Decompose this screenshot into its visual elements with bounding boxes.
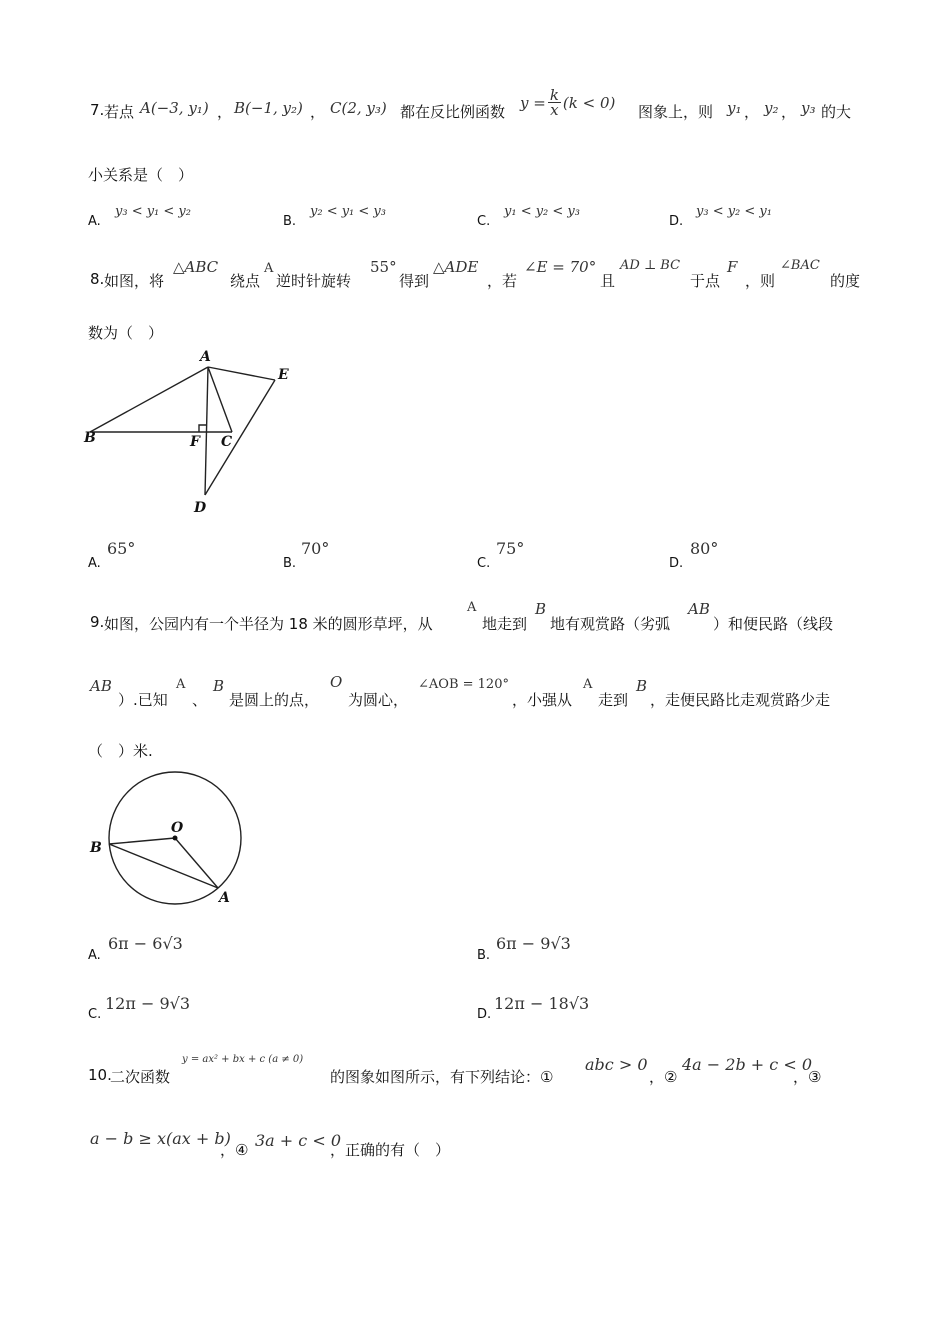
q7-func-cond: (k < 0) xyxy=(562,93,616,112)
q7-text-4: 的大 xyxy=(821,103,852,121)
q8-point-f: F xyxy=(727,258,738,276)
q10-conclusion-3: a − b ≥ x(ax + b) xyxy=(90,1129,231,1148)
q10-text-4: ，③ xyxy=(793,1068,822,1086)
q7-sep-1: ， xyxy=(217,103,233,121)
q8-label-b: B xyxy=(84,430,96,446)
q10-number: 10. xyxy=(88,1066,112,1084)
q8-text-4: 得到 xyxy=(399,272,430,290)
q7-func-lhs: y = xyxy=(520,93,546,112)
q9-text-3: 地有观赏路（劣弧 xyxy=(550,615,671,633)
q7-point-b: B(−1, y₂) xyxy=(234,99,303,117)
q8-text-8: ，则 xyxy=(745,272,776,290)
q10-conclusion-2: 4a − 2b + c < 0 xyxy=(682,1055,813,1074)
q7-function xyxy=(520,88,615,117)
q10-text-3: ，② xyxy=(649,1068,678,1086)
q10-text-5: ，④ xyxy=(220,1141,249,1159)
q9-option-a[interactable]: 6π − 6√3 xyxy=(108,934,183,953)
q10-conclusion-4: 3a + c < 0 xyxy=(255,1131,342,1150)
q7-func-num: k xyxy=(549,86,559,104)
q10-function: y = ax² + bx + c (a ≠ 0) xyxy=(182,1054,304,1065)
q9-arc-ab: AB xyxy=(688,600,710,618)
q7-point-a: A(−3, y₁) xyxy=(140,99,209,117)
q9-center-dot xyxy=(173,836,178,841)
q9-radius-oa xyxy=(175,838,218,888)
q7-text-1: 若点 xyxy=(104,103,135,121)
q9-text-1: 如图，公园内有一个半径为 18 米的圆形草坪，从 xyxy=(104,615,433,633)
q7-number: 7. xyxy=(90,101,105,119)
q10-text-1: 二次函数 xyxy=(110,1068,171,1086)
q7-text-3: 图象上，则 xyxy=(638,103,714,121)
q9-text-9: ，小强从 xyxy=(512,691,573,709)
q9-text-11: ，走便民路比走观赏路少走 xyxy=(650,691,831,709)
q8-label-a: A xyxy=(200,349,211,365)
q8-target: ∠BAC xyxy=(780,258,820,273)
q9-option-d-label: D. xyxy=(477,1007,492,1022)
q8-triangle-ade: △ADE xyxy=(433,258,479,276)
q7-point-c: C(2, y₃) xyxy=(330,99,387,117)
q7-option-c[interactable]: y₁ < y₂ < y₃ xyxy=(504,204,580,219)
q9-b-1: B xyxy=(535,600,547,618)
q10-conclusion-1: abc > 0 xyxy=(585,1055,648,1074)
q8-label-e: E xyxy=(278,367,289,383)
q7-option-a-label: A. xyxy=(88,214,101,229)
q7-option-d-label: D. xyxy=(669,214,684,229)
q7-line-2: 小关系是（ ） xyxy=(88,166,194,184)
q8-number: 8. xyxy=(90,270,105,288)
q8-text-6: 且 xyxy=(600,272,616,290)
q7-sep-2: ， xyxy=(310,103,326,121)
q9-option-b[interactable]: 6π − 9√3 xyxy=(496,934,571,953)
q9-figure xyxy=(85,768,260,913)
q8-label-d: D xyxy=(194,500,207,516)
q9-number: 9. xyxy=(90,613,105,631)
q8-option-a[interactable]: 65° xyxy=(107,539,136,558)
q8-option-d-label: D. xyxy=(669,556,684,571)
q9-option-c[interactable]: 12π − 9√3 xyxy=(105,994,191,1013)
q9-label-o: O xyxy=(171,820,184,836)
q8-label-f: F xyxy=(190,434,200,450)
q9-b-3: B xyxy=(636,677,648,695)
q9-b-2: B xyxy=(213,677,225,695)
q9-text-7: 是圆上的点， xyxy=(229,691,320,709)
q9-seg-ab: AB xyxy=(90,677,112,695)
q7-func-den: x xyxy=(550,101,559,119)
q9-text-8: 为圆心， xyxy=(348,691,409,709)
q7-option-d[interactable]: y₃ < y₂ < y₁ xyxy=(696,204,772,219)
q8-seg-ae xyxy=(208,367,275,380)
q8-cond-1: ∠E = 70° xyxy=(524,258,597,276)
q8-seg-de xyxy=(205,380,275,495)
q9-text-4: ）和便民路（线段 xyxy=(713,615,834,633)
q7-option-b[interactable]: y₂ < y₁ < y₃ xyxy=(310,204,386,219)
q9-option-b-label: B. xyxy=(477,948,491,963)
q9-line-3: （ ）米. xyxy=(88,742,153,760)
q10-text-2: 的图象如图所示，有下列结论：① xyxy=(330,1068,554,1086)
q8-seg-ad xyxy=(205,367,208,495)
q8-option-b-label: B. xyxy=(283,556,297,571)
q7-fraction xyxy=(548,88,561,117)
q8-option-c-label: C. xyxy=(477,556,491,571)
q7-y1: y₁ xyxy=(727,99,742,117)
q9-label-a: A xyxy=(219,890,230,906)
q8-seg-ac xyxy=(208,367,232,432)
q8-option-b[interactable]: 70° xyxy=(301,539,330,558)
q9-option-d[interactable]: 12π − 18√3 xyxy=(494,994,590,1013)
q8-text-2: 绕点 xyxy=(230,272,261,290)
q7-option-a[interactable]: y₃ < y₁ < y₂ xyxy=(115,204,191,219)
q8-label-c: C xyxy=(221,434,233,450)
q7-option-c-label: C. xyxy=(477,214,491,229)
q9-text-5: ）.已知 xyxy=(118,691,168,709)
q9-radius-ob xyxy=(109,838,175,844)
q8-option-a-label: A. xyxy=(88,556,101,571)
q9-a-3: A xyxy=(583,677,593,692)
q9-label-b: B xyxy=(90,840,102,856)
q9-center-o: O xyxy=(330,673,343,691)
q8-text-9: 的度 xyxy=(830,272,861,290)
q8-point-a: A xyxy=(264,261,274,276)
q8-text-3: 逆时针旋转 xyxy=(276,272,352,290)
q7-y3: y₃ xyxy=(801,99,816,117)
q8-seg-ab xyxy=(90,367,208,432)
q7-comma-2: ， xyxy=(781,103,797,121)
q9-text-2: 地走到 xyxy=(482,615,528,633)
q8-text-1: 如图，将 xyxy=(104,272,165,290)
q8-angle-55: 55° xyxy=(370,258,397,276)
q9-option-c-label: C. xyxy=(88,1007,102,1022)
q8-line-2: 数为（ ） xyxy=(88,324,164,342)
q9-text-6: 、 xyxy=(192,691,208,709)
q8-triangle-abc: △ABC xyxy=(173,258,219,276)
q8-right-angle-mark xyxy=(199,425,207,432)
q8-text-5: ，若 xyxy=(487,272,518,290)
q9-option-a-label: A. xyxy=(88,948,101,963)
q8-cond-2: AD ⊥ BC xyxy=(620,258,681,273)
q9-text-10: 走到 xyxy=(598,691,629,709)
q7-text-2: 都在反比例函数 xyxy=(400,103,506,121)
q10-text-6: ，正确的有（ ） xyxy=(330,1141,451,1159)
q7-comma-1: ， xyxy=(744,103,760,121)
q8-option-c[interactable]: 75° xyxy=(496,539,525,558)
q8-option-d[interactable]: 80° xyxy=(690,539,719,558)
q9-angle-aob: ∠AOB = 120° xyxy=(418,677,509,692)
q9-a-2: A xyxy=(176,677,186,692)
q9-a-1: A xyxy=(467,600,477,615)
q7-y2: y₂ xyxy=(764,99,779,117)
q8-text-7: 于点 xyxy=(690,272,721,290)
q8-figure xyxy=(80,345,310,520)
q7-option-b-label: B. xyxy=(283,214,297,229)
